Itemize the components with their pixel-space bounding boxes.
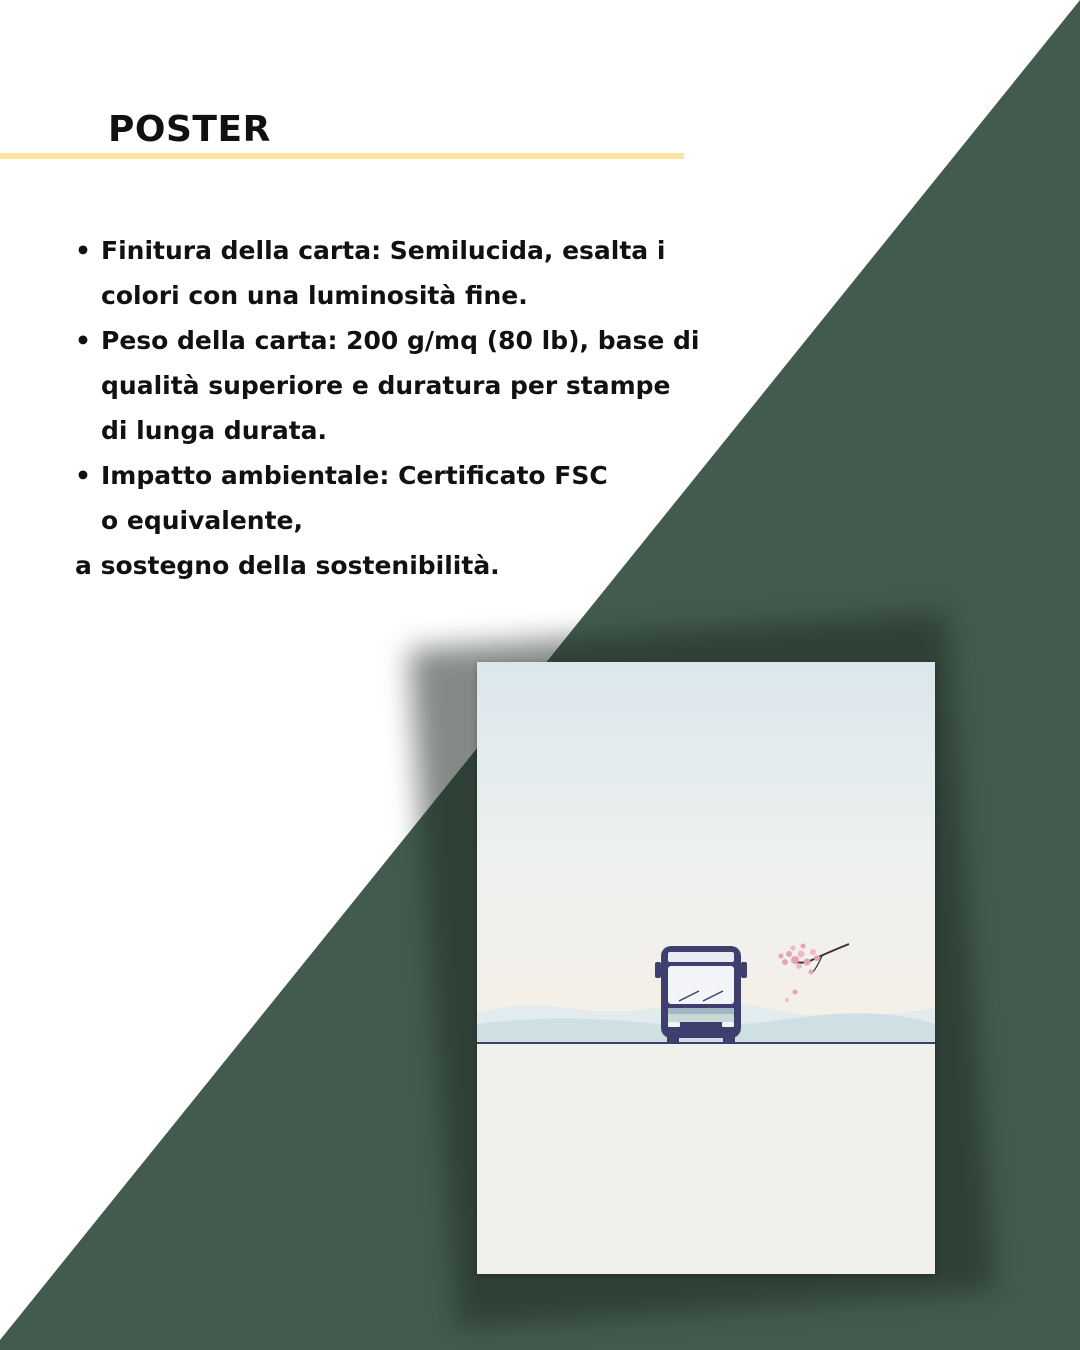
feature-line: o equivalente, bbox=[101, 506, 303, 535]
feature-line: Finitura della carta: Semilucida, esalta i bbox=[101, 236, 666, 265]
bus-icon bbox=[655, 946, 747, 1044]
bullet-icon: • bbox=[75, 236, 91, 265]
feature-line: qualità superiore e duratura per stampe bbox=[101, 371, 671, 400]
poster-mockup bbox=[477, 662, 935, 1274]
title-underline bbox=[0, 153, 684, 159]
poster-ground bbox=[477, 1044, 935, 1274]
feature-line: Impatto ambientale: Certificato FSC bbox=[101, 461, 608, 490]
poster-road-line bbox=[477, 1042, 935, 1044]
poster-artwork bbox=[477, 662, 935, 1274]
feature-list bbox=[75, 228, 735, 543]
feature-line: Peso della carta: 200 g/mq (80 lb), base di bbox=[101, 326, 700, 355]
page-title: POSTER bbox=[108, 109, 271, 150]
feature-line: di lunga durata. bbox=[101, 416, 328, 445]
bullet-icon: • bbox=[75, 461, 91, 490]
feature-item-weight bbox=[75, 318, 735, 453]
bullet-icon: • bbox=[75, 326, 91, 355]
feature-item-environment bbox=[75, 453, 735, 543]
feature-line: colori con una luminosità fine. bbox=[101, 281, 528, 310]
feature-trailing-line: a sostegno della sostenibilità. bbox=[75, 551, 500, 580]
feature-item-finish bbox=[75, 228, 735, 318]
